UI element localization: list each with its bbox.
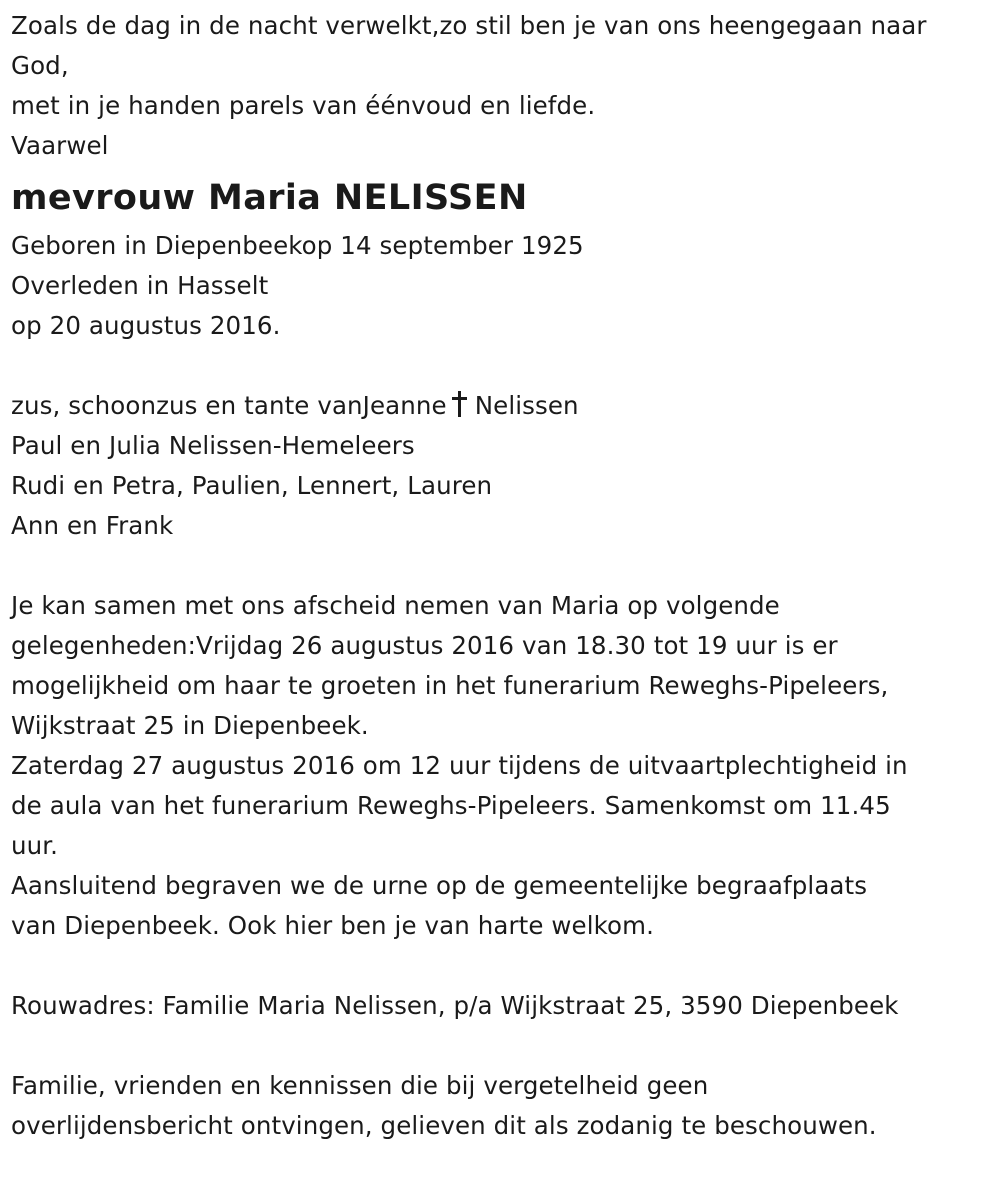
poem-line: met in je handen parels van éénvoud en liefde.	[11, 91, 596, 120]
death-place: Overleden in Hasselt	[11, 271, 269, 300]
family-intro-prefix: zus, schoonzus en tante vanJeanne	[11, 391, 447, 420]
family-member: Ann en Frank	[11, 511, 174, 540]
farewell-line: van Diepenbeek. Ook hier ben je van harte welkom.	[11, 911, 655, 940]
spacer	[11, 546, 991, 586]
farewell-line: Je kan samen met ons afscheid nemen van Maria op volgende	[11, 591, 780, 620]
spacer	[11, 346, 991, 386]
spacer	[11, 946, 991, 986]
farewell-line: Aansluitend begraven we de urne op de gemeentelijke begraafplaats	[11, 871, 868, 900]
closing-line: Familie, vrienden en kennissen die bij vergetelheid geen	[11, 1071, 709, 1100]
closing-line: overlijdensbericht ontvingen, gelieven dit als zodanig te beschouwen.	[11, 1111, 877, 1140]
farewell-info	[11, 586, 991, 946]
family-list	[11, 386, 991, 546]
life-dates	[11, 226, 991, 346]
family-intro-suffix: Nelissen	[474, 391, 579, 420]
family-member: Paul en Julia Nelissen-Hemeleers	[11, 431, 415, 460]
family-member: Rudi en Petra, Paulien, Lennert, Lauren	[11, 471, 493, 500]
deceased-name: mevrouw Maria NELISSEN	[11, 178, 528, 218]
poem-line: Vaarwel	[11, 131, 109, 160]
closing-note	[11, 1066, 991, 1146]
poem-line: Zoals de dag in de nacht verwelkt,zo stil ben je van ons heengegaan naar	[11, 11, 927, 40]
family-intro	[11, 386, 991, 426]
farewell-line: Zaterdag 27 augustus 2016 om 12 uur tijdens de uitvaartplechtigheid in	[11, 751, 908, 780]
death-date: op 20 augustus 2016.	[11, 311, 281, 340]
farewell-line: Wijkstraat 25 in Diepenbeek.	[11, 711, 369, 740]
obituary-notice	[11, 6, 991, 1146]
spacer	[11, 1026, 991, 1066]
cross-icon	[452, 391, 466, 417]
farewell-line: de aula van het funerarium Reweghs-Pipeleers. Samenkomst om 11.45	[11, 791, 891, 820]
poem-line: God,	[11, 51, 69, 80]
birth-info: Geboren in Diepenbeekop 14 september 1925	[11, 231, 584, 260]
farewell-line: gelegenheden:Vrijdag 26 augustus 2016 van 18.30 tot 19 uur is er	[11, 631, 838, 660]
poem	[11, 6, 991, 166]
farewell-line: mogelijkheid om haar te groeten in het funerarium Reweghs-Pipeleers,	[11, 671, 889, 700]
mourning-address: Rouwadres: Familie Maria Nelissen, p/a Wijkstraat 25, 3590 Diepenbeek	[11, 991, 899, 1020]
farewell-line: uur.	[11, 831, 59, 860]
